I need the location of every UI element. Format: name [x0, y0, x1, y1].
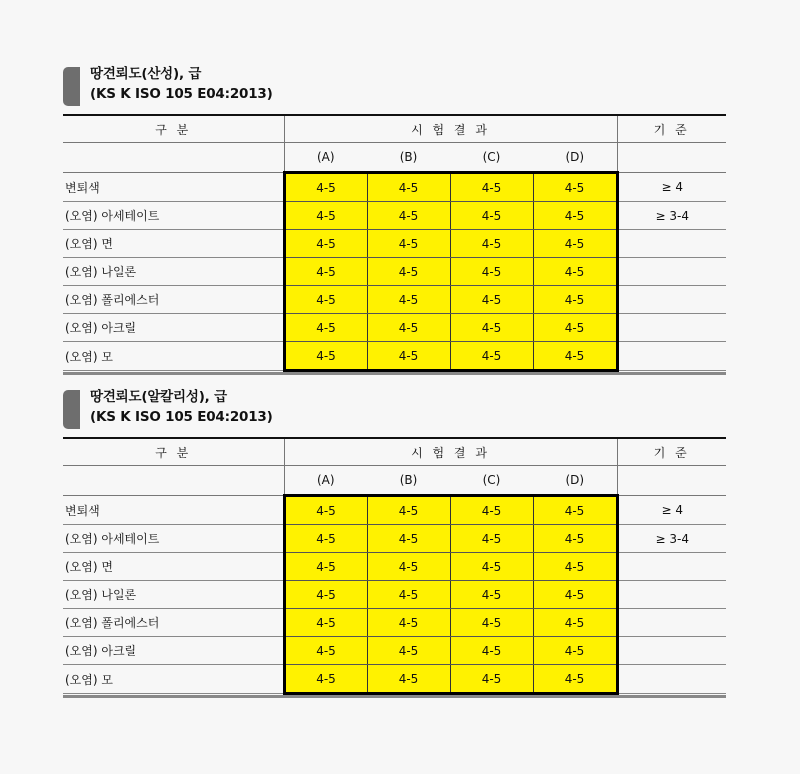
section-subtitle: (KS K ISO 105 E04:2013)	[90, 409, 273, 425]
result-cell: 4-5	[284, 496, 367, 525]
row-label: (오염) 폴리에스터	[63, 286, 284, 314]
table-row	[63, 609, 726, 637]
row-label: 변퇴색	[63, 496, 284, 525]
section-acid	[63, 66, 726, 375]
header-blank	[63, 143, 284, 173]
table-row	[63, 230, 726, 258]
standard-cell: ≥ 4	[617, 173, 726, 202]
result-cell: 4-5	[284, 258, 367, 286]
result-cell: 4-5	[284, 286, 367, 314]
result-cell: 4-5	[450, 314, 533, 342]
result-cell: 4-5	[450, 525, 533, 553]
row-label: (오염) 아크릴	[63, 314, 284, 342]
standard-cell	[617, 258, 726, 286]
result-cell: 4-5	[450, 553, 533, 581]
bottom-rule	[63, 695, 726, 698]
standard-cell	[617, 230, 726, 258]
section-header	[63, 66, 726, 114]
row-label: (오염) 아세테이트	[63, 202, 284, 230]
header-category: 구 분	[63, 438, 284, 466]
header-col-c: (C)	[482, 473, 501, 487]
header-col-d: (D)	[565, 150, 585, 164]
result-cell: 4-5	[533, 553, 617, 581]
table-row	[63, 525, 726, 553]
table-row	[63, 665, 726, 694]
row-label: 변퇴색	[63, 173, 284, 202]
row-label: (오염) 아세테이트	[63, 525, 284, 553]
result-cell: 4-5	[533, 314, 617, 342]
result-cell: 4-5	[450, 496, 533, 525]
section-tab-marker	[63, 67, 80, 106]
result-cell: 4-5	[284, 230, 367, 258]
result-cell: 4-5	[284, 553, 367, 581]
header-standard: 기 준	[617, 438, 726, 466]
result-cell: 4-5	[367, 258, 450, 286]
header-blank	[617, 466, 726, 496]
result-cell: 4-5	[450, 342, 533, 371]
results-table	[63, 114, 726, 372]
result-cell: 4-5	[533, 258, 617, 286]
header-blank	[617, 143, 726, 173]
result-cell: 4-5	[533, 581, 617, 609]
result-cell: 4-5	[450, 258, 533, 286]
result-cell: 4-5	[450, 230, 533, 258]
header-col-b: (B)	[399, 150, 418, 164]
header-col-a: (A)	[284, 466, 367, 496]
table-row	[63, 173, 726, 202]
result-cell: 4-5	[284, 581, 367, 609]
standard-cell: ≥ 4	[617, 496, 726, 525]
standard-cell	[617, 581, 726, 609]
header-blank	[63, 466, 284, 496]
header-col-c: (C)	[482, 150, 501, 164]
table-row	[63, 581, 726, 609]
result-cell: 4-5	[284, 342, 367, 371]
result-cell: 4-5	[533, 637, 617, 665]
result-cell: 4-5	[533, 230, 617, 258]
table-row	[63, 496, 726, 525]
row-label: (오염) 모	[63, 665, 284, 694]
bottom-rule	[63, 372, 726, 375]
standard-cell	[617, 342, 726, 371]
table-row	[63, 202, 726, 230]
header-standard: 기 준	[617, 115, 726, 143]
result-cell: 4-5	[367, 314, 450, 342]
result-cell: 4-5	[533, 342, 617, 371]
result-cell: 4-5	[284, 525, 367, 553]
standard-cell	[617, 553, 726, 581]
section-tab-marker	[63, 390, 80, 429]
result-cell: 4-5	[367, 202, 450, 230]
table-row	[63, 258, 726, 286]
standard-cell	[617, 286, 726, 314]
result-cell: 4-5	[367, 581, 450, 609]
section-title: 땅견뢰도(산성), 급	[90, 66, 202, 82]
result-cell: 4-5	[367, 173, 450, 202]
table-row	[63, 286, 726, 314]
result-cell: 4-5	[533, 525, 617, 553]
result-cell: 4-5	[450, 286, 533, 314]
row-label: (오염) 면	[63, 553, 284, 581]
standard-cell	[617, 314, 726, 342]
result-cell: 4-5	[367, 553, 450, 581]
result-cell: 4-5	[533, 496, 617, 525]
result-cell: 4-5	[284, 314, 367, 342]
header-col-b: (B)	[399, 473, 418, 487]
standard-cell: ≥ 3-4	[617, 525, 726, 553]
result-cell: 4-5	[367, 496, 450, 525]
standard-cell	[617, 609, 726, 637]
section-header	[63, 389, 726, 437]
header-category: 구 분	[63, 115, 284, 143]
header-results: 시 험 결 과	[284, 115, 617, 143]
row-label: (오염) 아크릴	[63, 637, 284, 665]
standard-cell: ≥ 3-4	[617, 202, 726, 230]
results-table	[63, 437, 726, 695]
result-cell: 4-5	[450, 665, 533, 694]
result-cell: 4-5	[450, 609, 533, 637]
result-cell: 4-5	[533, 173, 617, 202]
header-col-a: (A)	[284, 143, 367, 173]
result-cell: 4-5	[450, 637, 533, 665]
result-cell: 4-5	[367, 637, 450, 665]
result-cell: 4-5	[450, 173, 533, 202]
section-alkaline	[63, 389, 726, 698]
row-label: (오염) 모	[63, 342, 284, 371]
header-col-d: (D)	[565, 473, 585, 487]
result-cell: 4-5	[284, 637, 367, 665]
row-label: (오염) 폴리에스터	[63, 609, 284, 637]
result-cell: 4-5	[284, 665, 367, 694]
row-label: (오염) 면	[63, 230, 284, 258]
result-cell: 4-5	[450, 581, 533, 609]
result-cell: 4-5	[533, 202, 617, 230]
section-title: 땅견뢰도(알칼리성), 급	[90, 389, 227, 405]
standard-cell	[617, 665, 726, 694]
section-subtitle: (KS K ISO 105 E04:2013)	[90, 86, 273, 102]
result-cell: 4-5	[367, 286, 450, 314]
result-cell: 4-5	[450, 202, 533, 230]
table-row	[63, 553, 726, 581]
result-cell: 4-5	[284, 609, 367, 637]
result-cell: 4-5	[284, 173, 367, 202]
table-row	[63, 314, 726, 342]
result-cell: 4-5	[533, 609, 617, 637]
result-cell: 4-5	[284, 202, 367, 230]
result-cell: 4-5	[367, 665, 450, 694]
table-row	[63, 342, 726, 371]
row-label: (오염) 나일론	[63, 258, 284, 286]
result-cell: 4-5	[367, 342, 450, 371]
standard-cell	[617, 637, 726, 665]
row-label: (오염) 나일론	[63, 581, 284, 609]
table-row	[63, 637, 726, 665]
header-results: 시 험 결 과	[284, 438, 617, 466]
result-cell: 4-5	[367, 609, 450, 637]
result-cell: 4-5	[533, 286, 617, 314]
result-cell: 4-5	[367, 525, 450, 553]
result-cell: 4-5	[367, 230, 450, 258]
result-cell: 4-5	[533, 665, 617, 694]
